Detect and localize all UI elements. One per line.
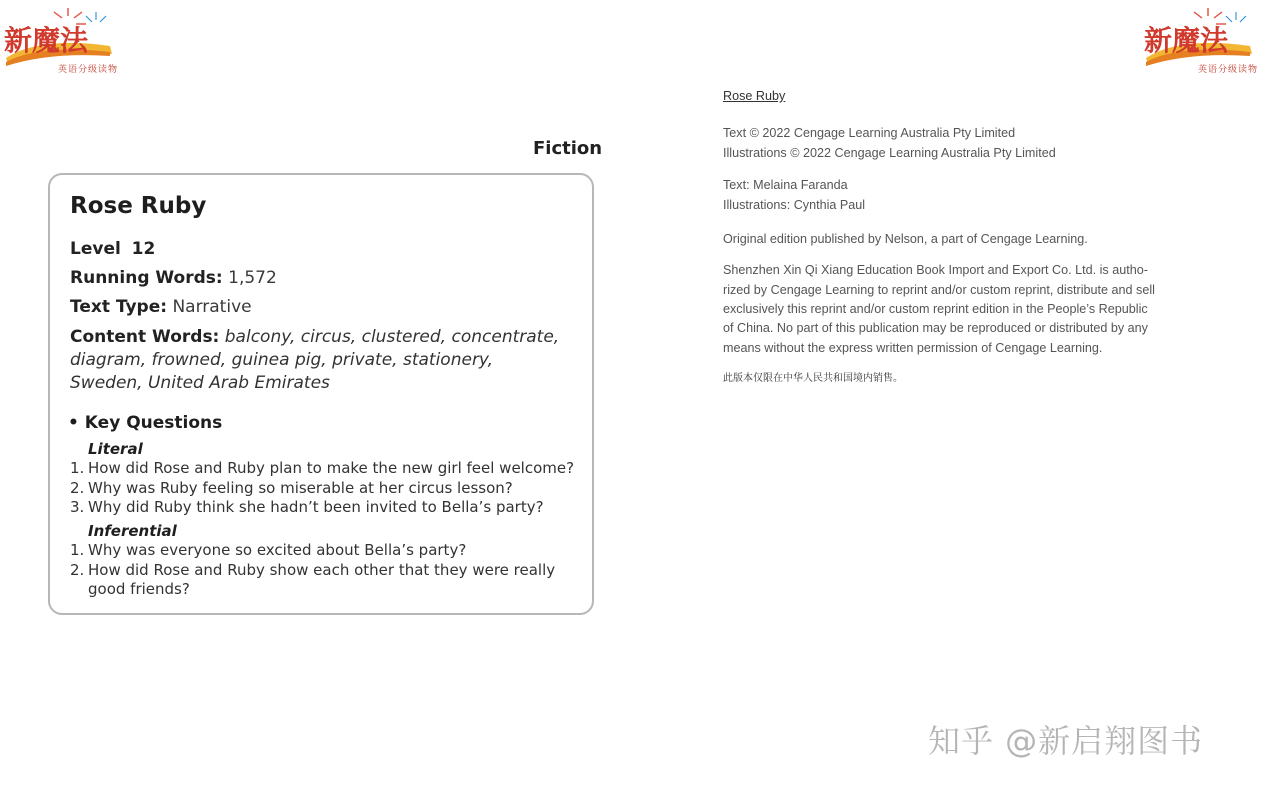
- text-type-label: Text Type:: [70, 297, 168, 317]
- firework-logo-icon: [0, 6, 126, 66]
- book-info-card: [48, 173, 594, 615]
- china-sales-notice: 此版本仅限在中华人民共和国境内销售。: [723, 373, 903, 384]
- literal-question-list: [70, 459, 590, 518]
- genre-label: Fiction: [533, 138, 603, 159]
- license-line: means without the express written permission of Cengage Learning.: [723, 341, 1103, 355]
- publisher-logo-right: [1140, 6, 1266, 78]
- content-words-value: balcony, circus, clustered, concentrate, diagram, frowned, guinea pig, private, stationery, Sweden, United Arab Emirates: [70, 327, 560, 393]
- copyright-page-title: Rose Ruby: [723, 89, 786, 103]
- logo-subtitle: 英语分级读物: [58, 65, 119, 75]
- inferential-heading: Inferential: [88, 522, 177, 540]
- svg-text:新魔法: 新魔法: [4, 24, 89, 57]
- license-line: rized by Cengage Learning to reprint and/or custom reprint, distribute and sell: [723, 283, 1155, 297]
- inferential-question-list: [70, 541, 590, 600]
- content-words-row: [70, 326, 570, 395]
- license-line: Shenzhen Xin Qi Xiang Education Book Import and Export Co. Ltd. is autho-: [723, 263, 1148, 277]
- level-row: [70, 239, 155, 259]
- firework-logo-icon: [1140, 6, 1266, 66]
- level-label: Level: [70, 239, 121, 259]
- question-item: 1. Why was everyone so excited about Bella’s party?: [70, 541, 467, 559]
- question-item: 3. Why did Ruby think she hadn’t been invited to Bella’s party?: [70, 498, 544, 516]
- running-words-label: Running Words:: [70, 268, 223, 288]
- license-line: exclusively this reprint and/or custom reprint edition in the People’s Republic: [723, 302, 1148, 316]
- svg-text:新魔法: 新魔法: [1144, 24, 1229, 57]
- text-type-value: Narrative: [172, 297, 252, 317]
- key-questions-heading: • Key Questions: [68, 413, 223, 433]
- question-item: 2. Why was Ruby feeling so miserable at her circus lesson?: [70, 478, 513, 497]
- running-words-row: [70, 268, 277, 288]
- text-type-row: [70, 297, 252, 317]
- question-item: 2. How did Rose and Ruby show each other that they were really good friends?: [70, 560, 556, 598]
- publisher-logo-left: [0, 6, 126, 78]
- running-words-value: 1,572: [228, 268, 277, 288]
- zhihu-watermark: 知乎 @新启翔图书: [928, 722, 1204, 760]
- level-value: 12: [131, 239, 156, 259]
- copyright-text: Text © 2022 Cengage Learning Australia Pty Limited: [723, 126, 1016, 140]
- logo-subtitle: 英语分级读物: [1198, 65, 1259, 75]
- copyright-illustrations: Illustrations © 2022 Cengage Learning Australia Pty Limited: [723, 146, 1056, 160]
- book-title: Rose Ruby: [70, 193, 207, 219]
- illustrator-credit: Illustrations: Cynthia Paul: [723, 198, 866, 212]
- license-line: of China. No part of this publication may be reproduced or distributed by any: [723, 321, 1148, 335]
- edition-note: Original edition published by Nelson, a part of Cengage Learning.: [723, 232, 1088, 246]
- author-credit: Text: Melaina Faranda: [723, 178, 848, 192]
- literal-heading: Literal: [88, 440, 143, 458]
- content-words-label: Content Words:: [70, 327, 220, 347]
- question-item: 1. How did Rose and Ruby plan to make the new girl feel welcome?: [70, 459, 575, 477]
